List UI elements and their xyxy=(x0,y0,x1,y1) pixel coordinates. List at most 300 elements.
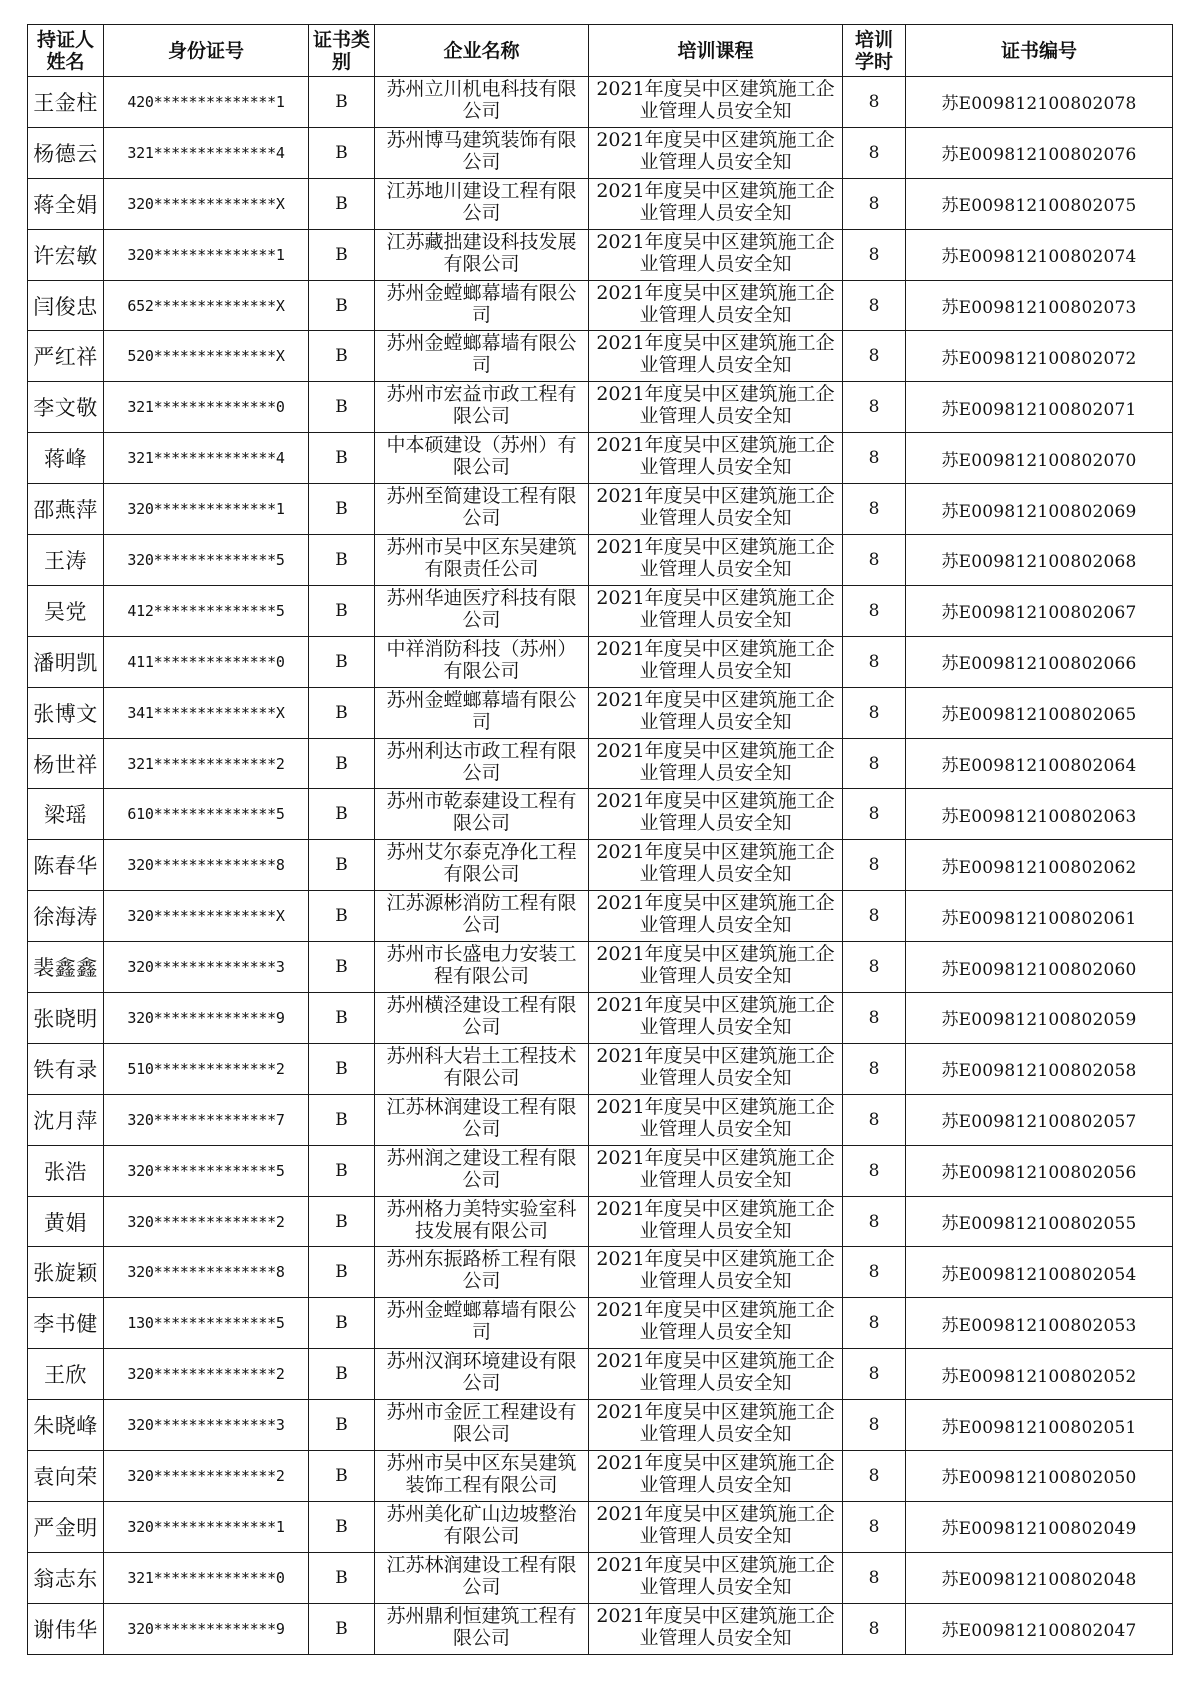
certificate-type: B xyxy=(309,738,375,789)
training-hours: 8 xyxy=(843,1298,906,1349)
company-name: 苏州格力美特实验室科技发展有限公司 xyxy=(386,1197,577,1242)
certificate-type: B xyxy=(309,1451,375,1502)
course-cell xyxy=(589,1501,843,1552)
course-cell xyxy=(589,1145,843,1196)
company-cell xyxy=(375,331,589,382)
holder-name: 李书健 xyxy=(28,1298,104,1349)
id-number: 320**************2 xyxy=(104,1451,309,1502)
company-cell xyxy=(375,1451,589,1502)
course-cell xyxy=(589,993,843,1044)
training-hours: 8 xyxy=(843,789,906,840)
course-name: 2021年度吴中区建筑施工企业管理人员安全知 xyxy=(596,1553,835,1598)
company-cell xyxy=(375,280,589,331)
holder-name: 朱晓峰 xyxy=(28,1400,104,1451)
table-row xyxy=(28,1145,1173,1196)
course-cell xyxy=(589,1043,843,1094)
company-name: 苏州金螳螂幕墙有限公司 xyxy=(386,688,577,733)
certificate-type: B xyxy=(309,1247,375,1298)
company-cell xyxy=(375,789,589,840)
certificate-number: 苏E009812100802073 xyxy=(906,280,1173,331)
company-cell xyxy=(375,942,589,993)
training-hours: 8 xyxy=(843,942,906,993)
course-cell xyxy=(589,280,843,331)
certificate-type: B xyxy=(309,433,375,484)
certificate-number: 苏E009812100802050 xyxy=(906,1451,1173,1502)
company-cell xyxy=(375,535,589,586)
id-number: 320**************3 xyxy=(104,942,309,993)
certificate-number: 苏E009812100802067 xyxy=(906,585,1173,636)
header-course: 培训课程 xyxy=(589,25,843,77)
holder-name: 张博文 xyxy=(28,687,104,738)
training-hours: 8 xyxy=(843,535,906,586)
company-cell xyxy=(375,433,589,484)
company-cell xyxy=(375,636,589,687)
table-row xyxy=(28,891,1173,942)
table-row xyxy=(28,484,1173,535)
course-name: 2021年度吴中区建筑施工企业管理人员安全知 xyxy=(596,943,835,988)
training-hours: 8 xyxy=(843,738,906,789)
course-cell xyxy=(589,382,843,433)
holder-name: 邵燕萍 xyxy=(28,484,104,535)
table-row xyxy=(28,280,1173,331)
table-row xyxy=(28,1451,1173,1502)
company-name: 苏州市金匠工程建设有限公司 xyxy=(386,1401,577,1446)
course-cell xyxy=(589,1349,843,1400)
company-name: 江苏源彬消防工程有限公司 xyxy=(386,892,577,937)
course-cell xyxy=(589,77,843,128)
id-number: 412**************5 xyxy=(104,585,309,636)
holder-name: 杨德云 xyxy=(28,127,104,178)
id-number: 320**************8 xyxy=(104,1247,309,1298)
holder-name: 铁有录 xyxy=(28,1043,104,1094)
table-row xyxy=(28,178,1173,229)
table-row xyxy=(28,1298,1173,1349)
course-name: 2021年度吴中区建筑施工企业管理人员安全知 xyxy=(596,485,835,530)
training-hours: 8 xyxy=(843,1400,906,1451)
company-name: 苏州至简建设工程有限公司 xyxy=(386,485,577,530)
certificate-type: B xyxy=(309,127,375,178)
table-row xyxy=(28,1196,1173,1247)
id-number: 320**************8 xyxy=(104,840,309,891)
table-row xyxy=(28,1094,1173,1145)
table-row xyxy=(28,127,1173,178)
holder-name: 袁向荣 xyxy=(28,1451,104,1502)
holder-name: 黄娟 xyxy=(28,1196,104,1247)
table-row xyxy=(28,382,1173,433)
course-name: 2021年度吴中区建筑施工企业管理人员安全知 xyxy=(596,1299,835,1344)
id-number: 510**************2 xyxy=(104,1043,309,1094)
header-company: 企业名称 xyxy=(375,25,589,77)
id-number: 320**************7 xyxy=(104,1094,309,1145)
id-number: 320**************X xyxy=(104,178,309,229)
training-hours: 8 xyxy=(843,229,906,280)
company-name: 苏州金螳螂幕墙有限公司 xyxy=(386,281,577,326)
course-cell xyxy=(589,1400,843,1451)
table-row xyxy=(28,77,1173,128)
company-cell xyxy=(375,1247,589,1298)
table-row xyxy=(28,1349,1173,1400)
course-cell xyxy=(589,1196,843,1247)
course-name: 2021年度吴中区建筑施工企业管理人员安全知 xyxy=(596,1095,835,1140)
certificate-number: 苏E009812100802049 xyxy=(906,1501,1173,1552)
table-row xyxy=(28,687,1173,738)
certificate-number: 苏E009812100802047 xyxy=(906,1603,1173,1654)
header-cert: 证书编号 xyxy=(906,25,1173,77)
course-cell xyxy=(589,178,843,229)
course-cell xyxy=(589,1552,843,1603)
table-row xyxy=(28,331,1173,382)
certificate-number: 苏E009812100802068 xyxy=(906,535,1173,586)
training-hours: 8 xyxy=(843,433,906,484)
table-row xyxy=(28,1603,1173,1654)
company-name: 中本硕建设（苏州）有限公司 xyxy=(386,434,577,479)
course-name: 2021年度吴中区建筑施工企业管理人员安全知 xyxy=(596,128,835,173)
course-name: 2021年度吴中区建筑施工企业管理人员安全知 xyxy=(596,1502,835,1547)
certificate-number: 苏E009812100802061 xyxy=(906,891,1173,942)
id-number: 320**************9 xyxy=(104,993,309,1044)
table-row xyxy=(28,840,1173,891)
training-hours: 8 xyxy=(843,331,906,382)
holder-name: 李文敬 xyxy=(28,382,104,433)
course-name: 2021年度吴中区建筑施工企业管理人员安全知 xyxy=(596,688,835,733)
holder-name: 王欣 xyxy=(28,1349,104,1400)
course-cell xyxy=(589,1094,843,1145)
certificate-type: B xyxy=(309,840,375,891)
company-cell xyxy=(375,229,589,280)
company-cell xyxy=(375,1094,589,1145)
course-name: 2021年度吴中区建筑施工企业管理人员安全知 xyxy=(596,434,835,479)
header-hours: 培训学时 xyxy=(843,25,906,77)
certificate-type: B xyxy=(309,687,375,738)
certificate-type: B xyxy=(309,1298,375,1349)
id-number: 320**************2 xyxy=(104,1349,309,1400)
company-name: 苏州科大岩土工程技术有限公司 xyxy=(386,1044,577,1089)
company-cell xyxy=(375,585,589,636)
certificate-number: 苏E009812100802054 xyxy=(906,1247,1173,1298)
certificate-type: B xyxy=(309,1400,375,1451)
company-name: 苏州美化矿山边坡整治有限公司 xyxy=(386,1502,577,1547)
company-cell xyxy=(375,178,589,229)
company-name: 江苏林润建设工程有限公司 xyxy=(386,1553,577,1598)
certificate-number: 苏E009812100802058 xyxy=(906,1043,1173,1094)
certificate-number: 苏E009812100802064 xyxy=(906,738,1173,789)
id-number: 321**************4 xyxy=(104,127,309,178)
course-name: 2021年度吴中区建筑施工企业管理人员安全知 xyxy=(596,1197,835,1242)
course-name: 2021年度吴中区建筑施工企业管理人员安全知 xyxy=(596,77,835,122)
holder-name: 蒋峰 xyxy=(28,433,104,484)
holder-name: 沈月萍 xyxy=(28,1094,104,1145)
certificate-number: 苏E009812100802070 xyxy=(906,433,1173,484)
course-name: 2021年度吴中区建筑施工企业管理人员安全知 xyxy=(596,841,835,886)
certificate-number: 苏E009812100802060 xyxy=(906,942,1173,993)
holder-name: 徐海涛 xyxy=(28,891,104,942)
course-cell xyxy=(589,636,843,687)
training-hours: 8 xyxy=(843,1094,906,1145)
table-row xyxy=(28,993,1173,1044)
certificate-type: B xyxy=(309,280,375,331)
course-cell xyxy=(589,127,843,178)
holder-name: 梁瑶 xyxy=(28,789,104,840)
course-name: 2021年度吴中区建筑施工企业管理人员安全知 xyxy=(596,179,835,224)
certificate-number: 苏E009812100802057 xyxy=(906,1094,1173,1145)
company-cell xyxy=(375,1501,589,1552)
holder-name: 王涛 xyxy=(28,535,104,586)
training-hours: 8 xyxy=(843,1145,906,1196)
company-name: 江苏地川建设工程有限公司 xyxy=(386,179,577,224)
company-name: 苏州利达市政工程有限公司 xyxy=(386,739,577,784)
id-number: 320**************1 xyxy=(104,484,309,535)
company-cell xyxy=(375,1145,589,1196)
company-cell xyxy=(375,840,589,891)
id-number: 321**************2 xyxy=(104,738,309,789)
certificate-type: B xyxy=(309,1043,375,1094)
company-cell xyxy=(375,738,589,789)
course-cell xyxy=(589,942,843,993)
training-hours: 8 xyxy=(843,1451,906,1502)
training-hours: 8 xyxy=(843,178,906,229)
roster-body xyxy=(28,77,1173,1655)
certificate-type: B xyxy=(309,535,375,586)
certificate-number: 苏E009812100802056 xyxy=(906,1145,1173,1196)
certificate-type: B xyxy=(309,1552,375,1603)
course-cell xyxy=(589,840,843,891)
training-hours: 8 xyxy=(843,127,906,178)
course-name: 2021年度吴中区建筑施工企业管理人员安全知 xyxy=(596,383,835,428)
company-cell xyxy=(375,1196,589,1247)
course-name: 2021年度吴中区建筑施工企业管理人员安全知 xyxy=(596,637,835,682)
certificate-type: B xyxy=(309,77,375,128)
company-cell xyxy=(375,127,589,178)
certificate-type: B xyxy=(309,1603,375,1654)
certificate-number: 苏E009812100802065 xyxy=(906,687,1173,738)
course-name: 2021年度吴中区建筑施工企业管理人员安全知 xyxy=(596,790,835,835)
course-cell xyxy=(589,331,843,382)
company-cell xyxy=(375,1552,589,1603)
training-hours: 8 xyxy=(843,1349,906,1400)
company-name: 苏州汉润环境建设有限公司 xyxy=(386,1350,577,1395)
company-name: 苏州市长盛电力安装工程有限公司 xyxy=(386,943,577,988)
course-cell xyxy=(589,1603,843,1654)
certificate-type: B xyxy=(309,636,375,687)
course-name: 2021年度吴中区建筑施工企业管理人员安全知 xyxy=(596,281,835,326)
company-name: 苏州金螳螂幕墙有限公司 xyxy=(386,332,577,377)
company-name: 苏州鼎利恒建筑工程有限公司 xyxy=(386,1604,577,1649)
holder-name: 潘明凯 xyxy=(28,636,104,687)
certificate-number: 苏E009812100802055 xyxy=(906,1196,1173,1247)
id-number: 320**************1 xyxy=(104,1501,309,1552)
id-number: 320**************9 xyxy=(104,1603,309,1654)
holder-name: 谢伟华 xyxy=(28,1603,104,1654)
certificate-number: 苏E009812100802076 xyxy=(906,127,1173,178)
company-cell xyxy=(375,993,589,1044)
course-name: 2021年度吴中区建筑施工企业管理人员安全知 xyxy=(596,1146,835,1191)
certificate-number: 苏E009812100802063 xyxy=(906,789,1173,840)
certificate-number: 苏E009812100802072 xyxy=(906,331,1173,382)
holder-name: 翁志东 xyxy=(28,1552,104,1603)
course-name: 2021年度吴中区建筑施工企业管理人员安全知 xyxy=(596,535,835,580)
holder-name: 严红祥 xyxy=(28,331,104,382)
training-hours: 8 xyxy=(843,1247,906,1298)
training-hours: 8 xyxy=(843,585,906,636)
table-row xyxy=(28,585,1173,636)
table-row xyxy=(28,433,1173,484)
certificate-roster-table xyxy=(27,24,1173,1655)
course-cell xyxy=(589,687,843,738)
certificate-type: B xyxy=(309,1145,375,1196)
course-name: 2021年度吴中区建筑施工企业管理人员安全知 xyxy=(596,1350,835,1395)
company-name: 苏州市吴中区东吴建筑装饰工程有限公司 xyxy=(386,1451,577,1496)
holder-name: 张浩 xyxy=(28,1145,104,1196)
certificate-number: 苏E009812100802053 xyxy=(906,1298,1173,1349)
id-number: 320**************5 xyxy=(104,535,309,586)
company-name: 中祥消防科技（苏州）有限公司 xyxy=(386,637,577,682)
certificate-type: B xyxy=(309,1094,375,1145)
company-name: 苏州立川机电科技有限公司 xyxy=(386,77,577,122)
company-cell xyxy=(375,1349,589,1400)
company-name: 苏州艾尔泰克净化工程有限公司 xyxy=(386,841,577,886)
company-cell xyxy=(375,687,589,738)
certificate-type: B xyxy=(309,585,375,636)
course-name: 2021年度吴中区建筑施工企业管理人员安全知 xyxy=(596,1401,835,1446)
course-name: 2021年度吴中区建筑施工企业管理人员安全知 xyxy=(596,1604,835,1649)
table-row xyxy=(28,229,1173,280)
id-number: 520**************X xyxy=(104,331,309,382)
company-name: 苏州市吴中区东吴建筑有限责任公司 xyxy=(386,535,577,580)
training-hours: 8 xyxy=(843,687,906,738)
company-name: 苏州市乾泰建设工程有限公司 xyxy=(386,790,577,835)
training-hours: 8 xyxy=(843,280,906,331)
course-name: 2021年度吴中区建筑施工企业管理人员安全知 xyxy=(596,892,835,937)
table-row xyxy=(28,636,1173,687)
company-cell xyxy=(375,1043,589,1094)
holder-name: 张晓明 xyxy=(28,993,104,1044)
holder-name: 吴党 xyxy=(28,585,104,636)
holder-name: 杨世祥 xyxy=(28,738,104,789)
company-name: 苏州横泾建设工程有限公司 xyxy=(386,993,577,1038)
certificate-number: 苏E009812100802052 xyxy=(906,1349,1173,1400)
company-cell xyxy=(375,77,589,128)
company-name: 苏州润之建设工程有限公司 xyxy=(386,1146,577,1191)
course-name: 2021年度吴中区建筑施工企业管理人员安全知 xyxy=(596,586,835,631)
id-number: 610**************5 xyxy=(104,789,309,840)
id-number: 420**************1 xyxy=(104,77,309,128)
id-number: 321**************4 xyxy=(104,433,309,484)
course-cell xyxy=(589,1247,843,1298)
table-row xyxy=(28,1043,1173,1094)
table-row xyxy=(28,942,1173,993)
company-cell xyxy=(375,382,589,433)
course-name: 2021年度吴中区建筑施工企业管理人员安全知 xyxy=(596,1248,835,1293)
table-row xyxy=(28,1501,1173,1552)
id-number: 321**************0 xyxy=(104,1552,309,1603)
course-name: 2021年度吴中区建筑施工企业管理人员安全知 xyxy=(596,1451,835,1496)
certificate-type: B xyxy=(309,891,375,942)
company-name: 苏州金螳螂幕墙有限公司 xyxy=(386,1299,577,1344)
id-number: 341**************X xyxy=(104,687,309,738)
certificate-type: B xyxy=(309,942,375,993)
course-cell xyxy=(589,229,843,280)
training-hours: 8 xyxy=(843,77,906,128)
id-number: 321**************0 xyxy=(104,382,309,433)
course-cell xyxy=(589,484,843,535)
certificate-number: 苏E009812100802062 xyxy=(906,840,1173,891)
training-hours: 8 xyxy=(843,840,906,891)
course-cell xyxy=(589,789,843,840)
course-cell xyxy=(589,738,843,789)
certificate-type: B xyxy=(309,789,375,840)
company-name: 苏州华迪医疗科技有限公司 xyxy=(386,586,577,631)
course-name: 2021年度吴中区建筑施工企业管理人员安全知 xyxy=(596,993,835,1038)
id-number: 320**************3 xyxy=(104,1400,309,1451)
id-number: 130**************5 xyxy=(104,1298,309,1349)
certificate-number: 苏E009812100802048 xyxy=(906,1552,1173,1603)
training-hours: 8 xyxy=(843,484,906,535)
certificate-type: B xyxy=(309,1349,375,1400)
company-cell xyxy=(375,1298,589,1349)
holder-name: 许宏敏 xyxy=(28,229,104,280)
certificate-number: 苏E009812100802075 xyxy=(906,178,1173,229)
company-name: 江苏藏拙建设科技发展有限公司 xyxy=(386,230,577,275)
course-cell xyxy=(589,585,843,636)
training-hours: 8 xyxy=(843,891,906,942)
table-row xyxy=(28,789,1173,840)
certificate-type: B xyxy=(309,331,375,382)
training-hours: 8 xyxy=(843,1552,906,1603)
id-number: 320**************1 xyxy=(104,229,309,280)
company-name: 苏州市宏益市政工程有限公司 xyxy=(386,383,577,428)
certificate-type: B xyxy=(309,1196,375,1247)
certificate-number: 苏E009812100802078 xyxy=(906,77,1173,128)
training-hours: 8 xyxy=(843,1043,906,1094)
course-name: 2021年度吴中区建筑施工企业管理人员安全知 xyxy=(596,230,835,275)
header-type: 证书类别 xyxy=(309,25,375,77)
training-hours: 8 xyxy=(843,1196,906,1247)
certificate-type: B xyxy=(309,382,375,433)
company-cell xyxy=(375,1400,589,1451)
holder-name: 蒋全娟 xyxy=(28,178,104,229)
training-hours: 8 xyxy=(843,636,906,687)
certificate-type: B xyxy=(309,229,375,280)
course-name: 2021年度吴中区建筑施工企业管理人员安全知 xyxy=(596,739,835,784)
certificate-number: 苏E009812100802066 xyxy=(906,636,1173,687)
company-cell xyxy=(375,484,589,535)
certificate-number: 苏E009812100802069 xyxy=(906,484,1173,535)
course-cell xyxy=(589,535,843,586)
id-number: 652**************X xyxy=(104,280,309,331)
course-cell xyxy=(589,891,843,942)
course-cell xyxy=(589,1451,843,1502)
company-name: 苏州东振路桥工程有限公司 xyxy=(386,1248,577,1293)
header-row xyxy=(28,25,1173,77)
training-hours: 8 xyxy=(843,993,906,1044)
header-id: 身份证号 xyxy=(104,25,309,77)
holder-name: 裴鑫鑫 xyxy=(28,942,104,993)
holder-name: 陈春华 xyxy=(28,840,104,891)
certificate-type: B xyxy=(309,484,375,535)
table-row xyxy=(28,1552,1173,1603)
training-hours: 8 xyxy=(843,1501,906,1552)
course-cell xyxy=(589,433,843,484)
id-number: 320**************5 xyxy=(104,1145,309,1196)
certificate-type: B xyxy=(309,178,375,229)
table-row xyxy=(28,535,1173,586)
company-name: 苏州博马建筑装饰有限公司 xyxy=(386,128,577,173)
id-number: 320**************2 xyxy=(104,1196,309,1247)
holder-name: 王金柱 xyxy=(28,77,104,128)
table-row xyxy=(28,738,1173,789)
certificate-number: 苏E009812100802051 xyxy=(906,1400,1173,1451)
course-cell xyxy=(589,1298,843,1349)
